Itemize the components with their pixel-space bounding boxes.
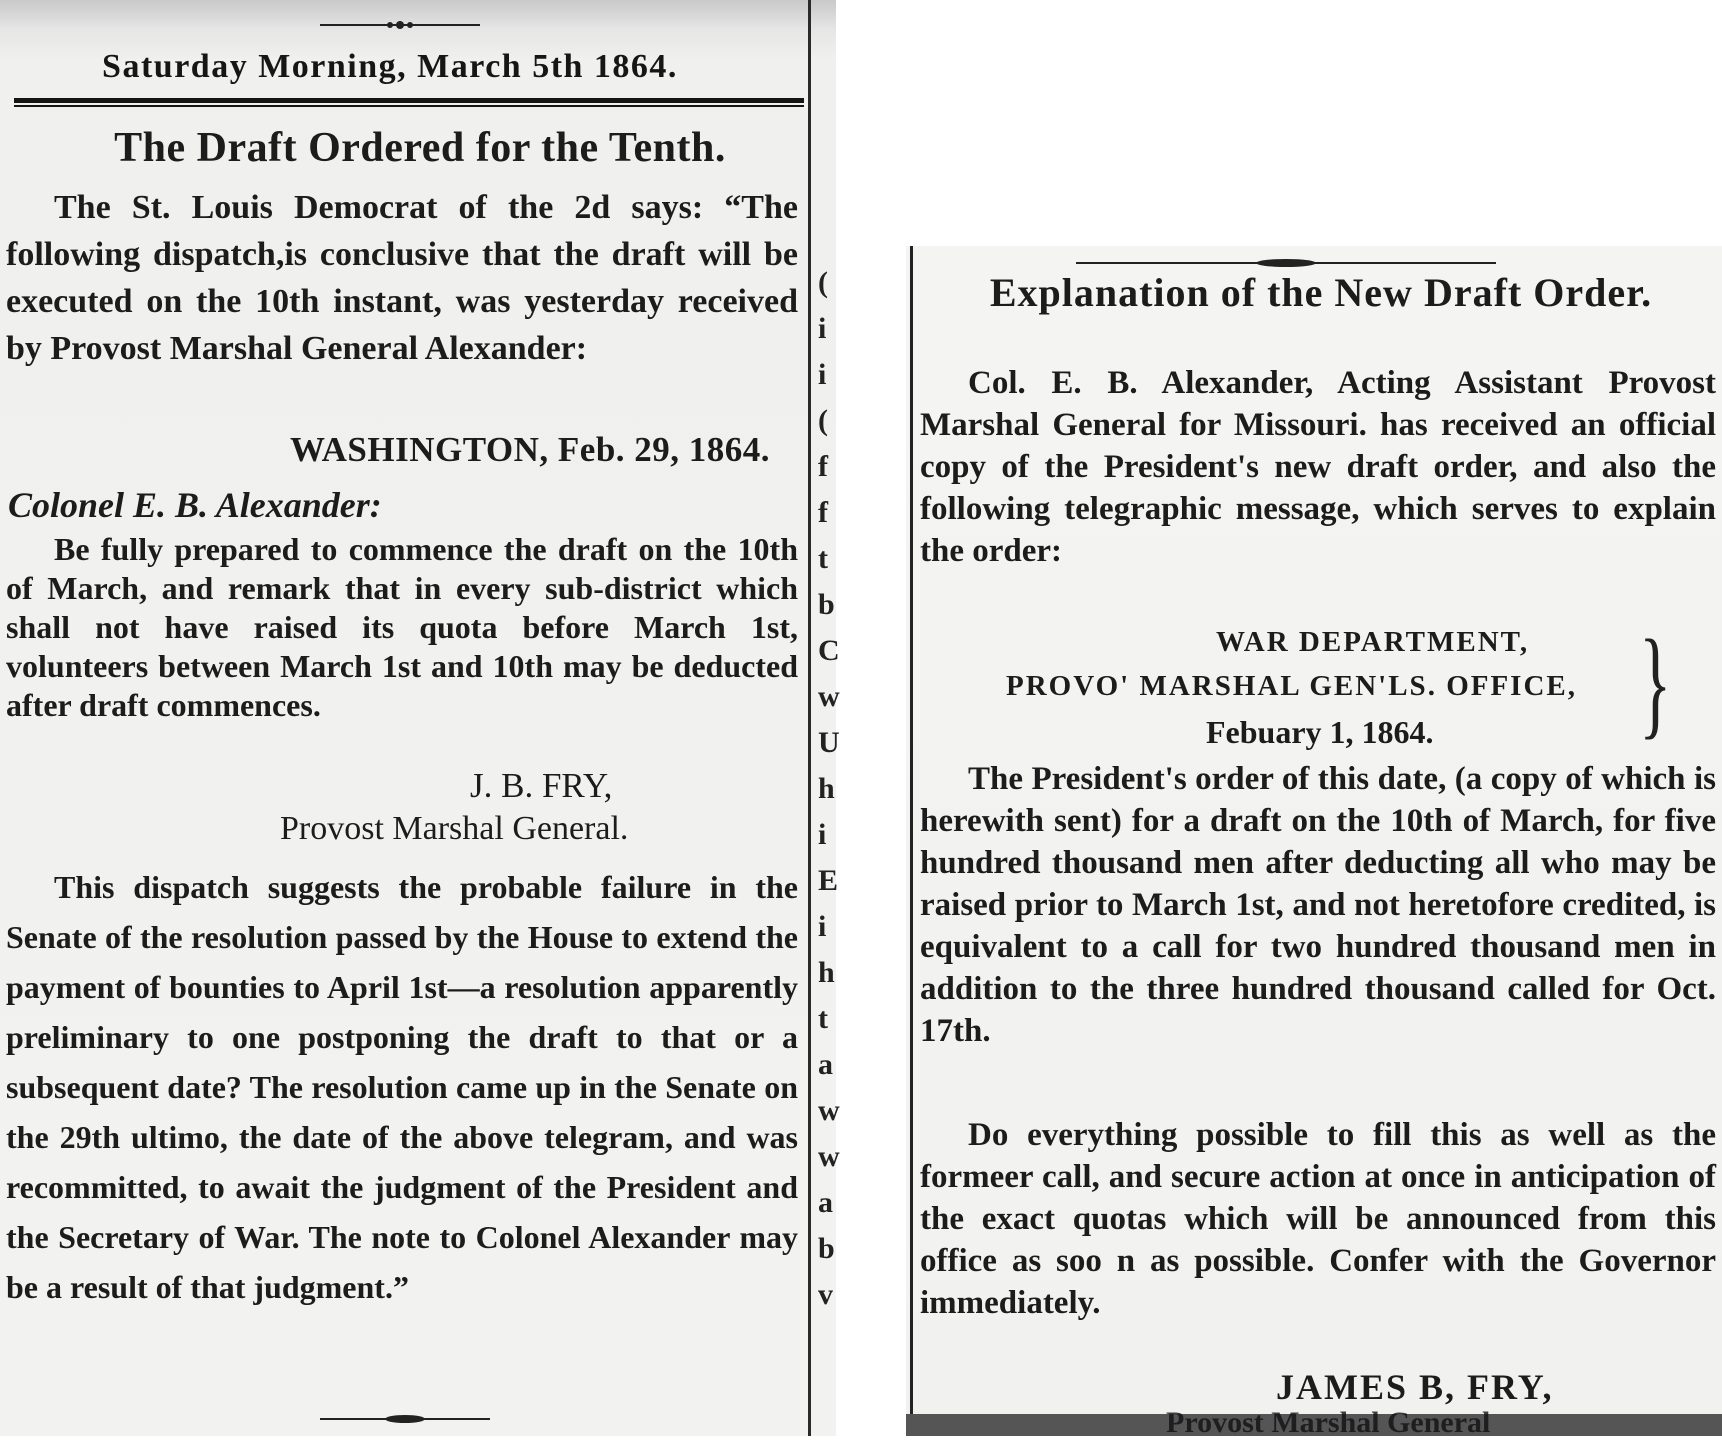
column-fragment-letter: a <box>818 1048 833 1081</box>
column-fragment-letter: U <box>818 726 840 759</box>
column-fragment-letter: C <box>818 634 840 667</box>
column-fragment-letter: i <box>818 358 827 391</box>
signature-name: J. B. FRY, <box>470 766 613 805</box>
dispatch-header-date: Febuary 1, 1864. <box>1206 714 1434 750</box>
headline: The Draft Ordered for the Tenth. <box>114 125 726 171</box>
dispatch-header-line1: WAR DEPARTMENT, <box>1216 626 1530 658</box>
column-fragment-letter: t <box>818 542 828 575</box>
intro-paragraph <box>920 362 1716 572</box>
column-rule <box>910 246 913 1436</box>
signature-title: Provost Marshal General <box>1166 1406 1491 1439</box>
signature-title: Provost Marshal General. <box>280 810 629 847</box>
dispatch-text: Be fully prepared to commence the draft on the 10th of March, and remark that in every sub-district which shall not have raised its quota before March 1st, volunteers between March 1st and 10th may be deducted after draft commences. <box>6 531 798 723</box>
column-fragment-letter: w <box>818 1094 840 1127</box>
column-fragment-letter: h <box>818 956 835 989</box>
dispatch-paragraph <box>6 530 798 725</box>
dispatch-addressee: Colonel E. B. Alexander: <box>8 485 382 525</box>
commentary-paragraph <box>6 862 798 1312</box>
column-fragment-letter: v <box>818 1278 833 1311</box>
dispatch-paragraph-2 <box>920 1114 1716 1324</box>
column-fragment-letter: w <box>818 680 840 713</box>
intro-paragraph <box>6 184 798 372</box>
left-newspaper-clipping <box>0 0 840 1436</box>
dispatch-paragraph-1 <box>920 758 1716 1052</box>
dispatch-header-line2: PROVO' MARSHAL GEN'LS. OFFICE, <box>1006 670 1577 702</box>
intro-text: Col. E. B. Alexander, Acting Assistant Provost Marshal General for Missouri. has received an official copy of the President's new draft order, and also the following telegraphic message, which serves to explain the order: <box>920 365 1716 569</box>
column-fragment-letter: b <box>818 1232 835 1265</box>
dateline: Saturday Morning, March 5th 1864. <box>102 48 678 85</box>
column-rule <box>808 0 811 1436</box>
column-fragment-letter: a <box>818 1186 833 1219</box>
dispatch-text-2: Do everything possible to fill this as well as the formeer call, and secure action at once in anticipation of the exact quotas which will be announced from this office as soo n as possible. Confer with the Governor immediately. <box>920 1117 1716 1321</box>
right-newspaper-clipping <box>906 246 1722 1439</box>
ornament-rule-icon <box>320 1410 490 1428</box>
column-fragment-letter: w <box>818 1140 840 1173</box>
column-fragment-letter: t <box>818 1002 828 1035</box>
dispatch-text-1: The President's order of this date, (a copy of which is herewith sent) for a draft on the 10th of March, for five hundred thousand men after deducting all who may be raised prior to March 1st, and not heretofore credited, is equivalent to a call for two hundred thousand men in addition to the three hundred thousand called for Oct. 17th. <box>920 761 1716 1049</box>
column-fragment-letter: b <box>818 588 835 621</box>
column-fragment-letter: h <box>818 772 835 805</box>
column-fragment-letter: f <box>818 496 828 529</box>
brace-icon: } <box>1639 615 1672 750</box>
headline: Explanation of the New Draft Order. <box>989 270 1653 315</box>
column-fragment-letter: i <box>818 910 827 943</box>
dispatch-dateline: WASHINGTON, Feb. 29, 1864. <box>290 430 771 469</box>
intro-text: The St. Louis Democrat of the 2d says: “The following dispatch,is conclusive that the draft will be executed on the 10th instant, was yesterday received by Provost Marshal General Alexander: <box>6 189 798 367</box>
adjacent-column-fragment <box>818 260 840 1318</box>
ornament-rule-icon <box>320 16 480 34</box>
column-fragment-letter: E <box>818 864 839 897</box>
signature-name: JAMES B, FRY, <box>1276 1367 1554 1407</box>
column-fragment-letter: ( <box>818 266 828 299</box>
column-fragment-letter: i <box>818 312 827 345</box>
double-rule-divider <box>14 98 804 107</box>
commentary-text: This dispatch suggests the probable failure in the Senate of the resolution passed by the House to extend the payment of bounties to April 1st—a resolution apparently preliminary to one postponing the draft to that or a subsequent date? The resolution came up in the Senate on the 29th ultimo, the date of the above telegram, and was recommitted, to await the judgment of the President and the Secretary of War. The note to Colonel Alexander may be a result of that judgment.” <box>6 869 798 1305</box>
column-fragment-letter: ( <box>818 404 828 437</box>
column-fragment-letter: f <box>818 450 828 483</box>
column-fragment-letter: i <box>818 818 827 851</box>
